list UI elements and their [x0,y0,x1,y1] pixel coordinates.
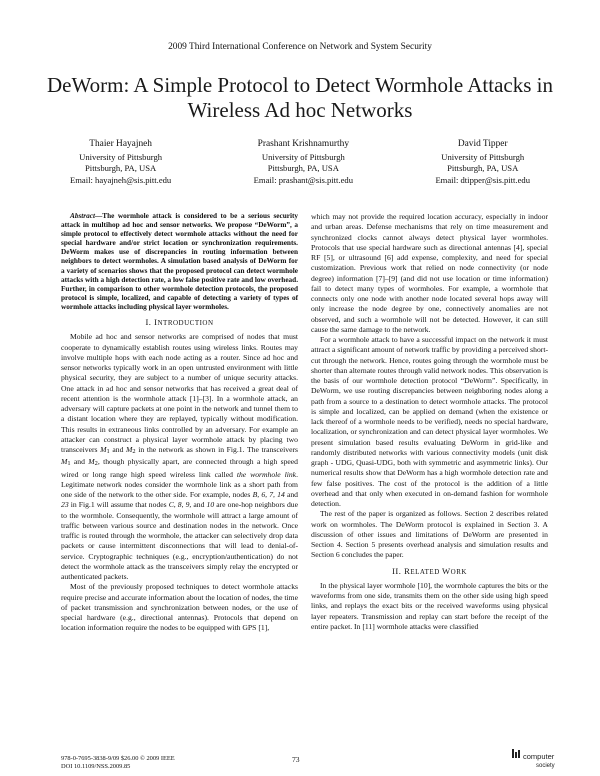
author-2 [254,139,353,186]
paper-title: DeWorm: A Simple Protocol to Detect Wormhole Attacks in Wireless Ad hoc Networks [47,73,553,122]
intro-paragraph-4: The rest of the paper is organized as follows. Section 2 describes related work on wormholes. The DeWorm protocol is explained in Section 3. A discussion of other issues and limitations of DeWorm are presented in Section 4. Section 5 presents overhead analysis and simulation results and Section 6 concludes the paper. [311,509,548,560]
author-name: David Tipper [457,139,508,149]
author-email: Email: hayajneh@sis.pitt.edu [70,174,172,185]
intro-paragraph-1: Mobile ad hoc and sensor networks are comprised of nodes that must cooperate to dynamically establish routes using wireless links. Routes may involve multiple hops with each node acting as a router. Since ad hoc and sensor networks typically work in an open untrusted environment with little physical security, they are subject to a number of unique security attacks. One attack in ad hoc and sensor networks that has received a great deal of recent attention is the wormhole attack [1]–[3]. In a wormhole attack, an adversary will capture packets at one point in the network and tunnel them to a distant location where they are replayed, typically without modification. This results in extraneous links controlled by an adversary. For example an attacker can construct a physical layer wormhole attack by placing two transceivers M1 and M2 in the network as shown in Fig.1. The transceivers M1 and M2, though physically apart, are connected through a high speed wired or long range high speed wireless link called the wormhole link. Legitimate network nodes consider the wormhole link as a short path from one side of the network to the other side. For example, nodes B, 6, 7, 14 and 23 in Fig.1 will assume that nodes C, 8, 9, and 10 are one-hop neighbors due to the wormhole. Consequently, the wormhole will attract a large amount of traffic between various source and destination nodes in the network. Once traffic is routed through the wormhole, the attacker can selectively drop data packets or cause intermittent disconnections that will lead to denial-of-service. Cryptographic techniques (e.g., encryption/authentication) do not detect the wormhole attack as the transceivers simply relay the encrypted or authenticated packets. [61,332,298,582]
author-location: Pittsburgh, PA, USA [267,163,339,173]
intro-paragraph-2: Most of the previously proposed techniques to detect wormhole attacks require precise and accurate information about the location of nodes, the time of packet transmission and synchronization between nodes, or the use of special hardware (e.g., directional antennas). Protocols that depend on location information require the nodes to be equipped with GPS [1], [61,582,298,633]
abstract: Abstract—The wormhole attack is considered to be a serious security attack in multihop ad hoc and sensor networks. We propose “DeWorm”, a simple protocol to effectively detect wormhole attacks without the need for special hardware and/or strict location or synchronization requirements. DeWorm makes use of discrepancies in routing information between neighbors to detect wormholes. A simulation based analysis of DeWorm for a variety of scenarios shows that the proposed protocol can detect wormhole attacks with a high detection rate, a low false positive rate and low overhead. Further, in comparison to other wormhole detection protocols, the proposed protocol is simple, localized, and capable of detecting a variety of types of wormhole attacks including physical layer wormholes. [61,212,299,311]
footer-publication-info [61,755,175,771]
author-affiliation: University of Pittsburgh [441,151,525,162]
author-name: Thaier Hayajneh [89,139,152,149]
right-column [311,212,548,632]
section-heading-related-work: II. RELATED WORK [392,565,467,576]
section-heading-introduction: I. INTRODUCTION [145,317,214,328]
author-block [70,139,530,186]
abstract-label: Abstract [70,212,95,220]
author-3 [435,139,530,186]
author-affiliation: University of Pittsburgh [79,151,163,162]
intro-paragraph-2-cont: which may not provide the required location accuracy, especially in indoor and urban areas. Defense mechanisms that rely on time measurement and synchronized clocks cannot always detect physical layer wormholes. Protocols that use special hardware such as directional antennas [4], special RF [5], or ultrasound [6] add expense, complexity, and need for special customization. Previous work that relied on node connectivity (or node degree) information [7]–[9] (and did not use location or time information) fail to detect many types of wormholes. For example, a wormhole that connects only one node with another node located several hops away will only increase the node degree by one, connectively anomalies are not observed, and such a wormhole will not be detected. However, it can still cause the same damage to the network. [311,212,548,334]
logo-text-society: society [536,763,555,769]
footer-doi: DOI 10.1109/NSS.2009.85 [61,763,131,770]
related-paragraph-1: In the physical layer wormhole [10], the wormhole captures the bits or the waveforms from one side, transmits them on the other side using high speed links, and replays the exact bits or the received waveforms using physical layer repeaters. Transmission and replay can start before the receipt of the entire packet. In [11] wormhole attacks were classified [311,580,548,631]
author-email: Email: prashant@sis.pitt.edu [253,174,353,185]
computer-society-logo-icon [510,748,560,770]
author-affiliation: University of Pittsburgh [261,151,345,162]
page-number: 73 [292,755,300,764]
author-location: Pittsburgh, PA, USA [85,163,157,173]
author-1 [70,139,171,186]
footer-isbn: 978-0-7695-3838-9/09 $26.00 © 2009 IEEE [61,755,175,762]
left-column [61,212,298,634]
conference-header: 2009 Third International Conference on Network and System Security [168,42,432,52]
author-name: Prashant Krishnamurthy [257,139,350,149]
author-location: Pittsburgh, PA, USA [447,163,519,173]
logo-text-computer: computer [523,752,555,761]
abstract-text: The wormhole attack is considered to be a serious security attack in multihop ad hoc and sensor networks. We propose “DeWorm”, a simple protocol to effectively detect wormhole attacks without the need for special hardware and/or strict location or synchronization requirements. DeWorm makes use of discrepancies in routing information between neighbors to detect wormholes. A simulation based analysis of DeWorm for a variety of scenarios shows that the proposed protocol can detect wormhole attacks with a high detection rate, a low false positive rate and low overhead. Further, in comparison to other wormhole detection protocols, the proposed protocol is simple, localized, and capable of detecting a variety of types of wormhole attacks including physical layer wormholes. [61,212,299,311]
intro-paragraph-3: For a wormhole attack to have a successful impact on the network it must attract a significant amount of network traffic by providing a perceived short-cut through the network. Hence, routes going through the wormhole must be shorter than alternate routes through valid network nodes. This observation is the basis of our wormhole detection protocol “DeWorm”. Specifically, in DeWorm, we use routing discrepancies between neighboring nodes along a path from a source to a destination to detect wormhole attacks. The protocol is simple and localized, can be applied on demand (when the existence or lack thereof of a wormhole needs to be verified), needs no special hardware, localization, or synchronization and can detect physical layer wormholes. We present simulation based results evaluating DeWorm in grid-like and randomly distributed networks with various connectivity models (unit disk graph - UDG, Quasi-UDG, both with symmetric and asymmetric links). Our numerical results show that DeWorm has a high wormhole detection rate and few false positives. The cost of the protocol is the addition of a little overhead and that only when executed in on-demand fashion for wormhole detection. [311,335,548,508]
author-email: Email: dtipper@sis.pitt.edu [435,174,530,185]
